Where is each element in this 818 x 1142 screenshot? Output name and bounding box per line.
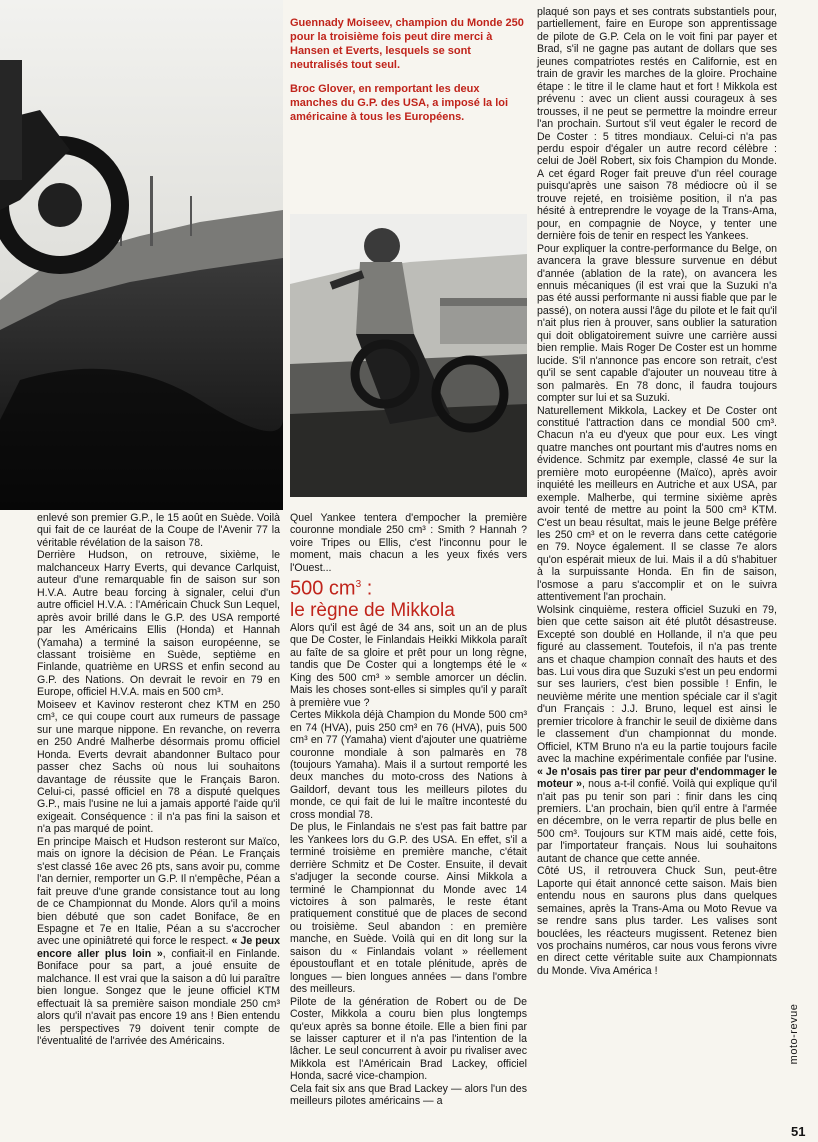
section-title-suffix: :	[361, 577, 373, 600]
bold-quote: « Je peux encore aller plus loin »	[37, 935, 280, 960]
article-column-middle-intro	[290, 512, 527, 574]
article-column-right	[537, 6, 777, 977]
paragraph: Côté US, il retrouvera Chuck Sun, peut-être Laporte qui était annoncé cette saison. Mais bien entendu nous en saurons plus dans quelques semaines, après la Trans-Ama ou Moto Revue va se rendre sans plus tarder. Les valises sont bouclées, les réacteurs mugissent. Retenez bien vos prochains numéros, car nous vous ferons vivre en direct cette véritable suite aux Championnats du Monde. Viva América !	[537, 865, 777, 977]
article-column-left	[37, 512, 280, 1047]
magazine-name	[780, 1000, 808, 1080]
paragraph: plaqué son pays et ses contrats substantiels pour, partiellement, faire en Europe son apprentissage de pilote de G.P. Cela on le voit fini par payer et Brad, s'il ne gagne pas autant de dollars que ses jeunes compatriotes restés en Californie, est en train de gravir les marches de la gloire. Prochaine étape : le titre il le clame haut et fort ! Mikkola est prévenu : avec un client aussi courageux à ses trousses, il ne peut se permettre la moindre erreur l'an prochain. Surtout s'il veut égaler le record de De Coster : 5 titres mondiaux. Celui-ci n'a pas perdu espoir d'égaler un autre record célèbre : celui de Joël Robert, six fois Champion du Monde. A cet égard Roger fait preuve d'un réel courage puisqu'après une saison 78 médiocre où il se trouve rejeté, en troisième position, il n'a pas hésité à entreprendre le voyage de la Trans-Ama, pour, en compagnie de Noyce, y tenter une dernière fois de tenir en respect les Yankees.	[537, 6, 777, 243]
page-number: 51	[791, 1124, 806, 1139]
paragraph-text: En principe Maisch et Hudson resteront sur Maïco, mais on ignore la décision de Péan. Le Français s'est classé 16e avec 26 pts, sans avoir pu, comme l'an dernier, remporter un G.P. Il n'empêche, Péan a fait preuve d'une grande consistance tout au long de ce Championnat du Monde. Alors qu'il a moins bien débuté que son cadet Boniface, 8e en Espagne et 7e en Italie, Péan a su s'accrocher avec une opiniâtreté qui force le respect.	[37, 835, 280, 948]
motocross-rider-wheelie-photo	[290, 214, 527, 497]
section-heading	[290, 574, 527, 622]
paragraph	[537, 604, 777, 866]
section-title	[290, 574, 527, 600]
paragraph: De plus, le Finlandais ne s'est pas fait battre par les Yankees lors du G.P. des USA. En effet, s'il a terminé troisième en première manche, c'était derrière Schmitz et De Coster. Ensuite, il devait s'adjuger la seconde course. Ainsi Mikkola a terminé le Championnat du Monde avec 14 victoires à son palmarès, le reste étant pratiquement constitué que de places de second ou troisième. Seul abandon : en première manche, en Suède. Voilà qui en dit long sur la saison du « Finlandais volant » réellement époustouflant et en totale plénitude, après de longues — bien longues années — dans l'ombre des meilleurs.	[290, 821, 527, 996]
paragraph: Derrière Hudson, on retrouve, sixième, le malchanceux Harry Everts, qui devance Carlquist, auteur d'une remarquable fin de saison sur son H.V.A. Autre beau forcing à signaler, celui d'un autre officiel H.V.A. : l'Américain Chuck Sun Lequel, après avoir brillé dans le G.P. des USA remporté par les Américains Ellis (Honda) et Hannah (Yamaha) a terminé la saison européenne, se classant troisième en Suède, septième en Finlande, quatrième en URSS et enfin second au G.P. des Nations. On devrait le revoir en 79 en Europe, officiel H.V.A. mais en 500 cm³.	[37, 549, 280, 699]
caption-moiseev: Guennady Moiseev, champion du Monde 250 pour la troisième fois peut dire merci à Hansen et Everts, lesquels se sont neutralisés tout seul.	[290, 17, 524, 71]
section-subtitle: le règne de Mikkola	[290, 599, 455, 621]
paragraph: Alors qu'il est âgé de 34 ans, soit un an de plus que De Coster, le Finlandais Heikki Mikkola paraît au faîte de sa gloire et prêt pour un long règne, tandis que De Coster qui a longtemps été le « King des 500 cm³ » semble amorcer un déclin. Mais les choses sont-elles si simples qu'il y paraît à première vue ?	[290, 622, 527, 709]
bold-quote: « Je n'osais pas tirer par peur d'endommager le moteur »	[537, 765, 777, 791]
photo-captions	[290, 16, 530, 134]
article-column-middle	[290, 622, 527, 1108]
paragraph-text: Wolsink cinquième, restera officiel Suzuki en 79, bien que cette saison ait été plutôt désastreuse. Excepté son doublé en Hollande, il n'a que peu figuré au classement. Toutefois, il n'a pas trente ans et chaque champion connaît des hauts et des bas. Lui vous dira que Suzuki s'est un peu endormi sur ses lauriers, c'est bien possible ! Enfin, le neuvième mérite une mention spéciale car il s'agit d'un Français : J.J. Bruno, lequel est ainsi le premier tricolore à franchir le seuil de dixième dans le classement d'un championnat du monde. Officiel, KTM Bruno n'a eu la partie toujours facile avec la machine expérimentale confiée par l'usine.	[537, 603, 777, 766]
section-title-text: 500 cm	[290, 577, 356, 600]
paragraph: Moiseev et Kavinov resteront chez KTM en 250 cm³, ce qui coupe court aux rumeurs de passage sur une marque nippone. En revanche, on reverra en 250 André Malherbe désormais promu officiel Honda. Everts devrait abandonner Bultaco pour passer chez Sachs où nous lui souhaitons davantage de réussite que le Français Baron. Celui-ci, passé officiel en 78 a disputé quelques G.P., mais l'usine ne lui a jamais apporté l'aide qu'il exigeait. Conséquence : il n'a pas fini la saison et n'a pas marqué de point.	[37, 698, 280, 836]
paragraph: Naturellement Mikkola, Lackey et De Coster ont constitué l'attraction dans ce mondial 500 cm³. Chacun n'a eu d'yeux que pour eux. Les vingt quatre manches ont pourtant mis d'autres noms en évidence. Schmitz par exemple, classé 4e sur la première moto européenne (Maïco), après avoir inquiété les meilleurs en Autriche et aux USA, par exemple. Malherbe, qui termine sixième après avoir tenté de mettre au point la 500 cm³ KTM. C'est un beau résultat, mais le jeune Belge préfère les 250 cm³ et on le reverra dans cette catégorie en 79. Noyce également. Il se classe 7e alors qu'on espérait mieux de lui. Mais il a dû s'habituer à la surpuissante Honda. En fin de saison, l'osmose a paru s'accomplir et on le suivra attentivement l'an prochain.	[537, 404, 777, 604]
caption-glover: Broc Glover, en remportant les deux manches du G.P. des USA, a imposé la loi américaine à tous les Européens.	[290, 83, 509, 123]
paragraph-text: , nous a-t-il confié. Voilà qui explique qu'il n'ait pas pu tenir son pari : finir dans les cinq premiers. L'an prochain, bien qu'il entre à l'armée en décembre, on le verra repartir de plus belle en 500 cm³. Toujours sur KTM mais aidé, cette fois, par l'importateur français. Nous lui souhaitons autant de chance que cette année.	[537, 778, 777, 865]
paragraph: Certes Mikkola déjà Champion du Monde 500 cm³ en 74 (HVA), puis 250 cm³ en 76 (HVA), puis 500 cm³ en 77 (Yamaha) vient d'ajouter une quatrième couronne mondiale à son palmarès en 78 (toujours Yamaha). Mais il a surtout remporté les deux manches du moto-cross des Nations à Gaildorf, devant tous les meilleurs pilotes du monde, ce qui fait de lui le maître incontesté du cross mondial 78.	[290, 709, 527, 821]
paragraph: enlevé son premier G.P., le 15 août en Suède. Voilà qui fait de ce lauréat de la Coupe de l'Avenir 77 la véritable révélation de la saison 78.	[37, 512, 280, 549]
paragraph	[37, 836, 280, 1048]
paragraph: Pour expliquer la contre-performance du Belge, on avancera la grave blessure survenue en début d'année (ablation de la rate), on avancera les ennuis mécaniques (il est vrai que la Suzuki n'a pas été aussi performante ni aussi fiable que par le passé), on notera aussi l'âge du pilote et le fait qu'il n'ait plus rien à prouver, sans oublier la saturation qui doit obligatoirement suivre une carrière aussi bien remplie. Mais Roger De Coster est un homme lucide. S'il n'annonce pas encore son retrait, c'est qu'il se sent capable d'ajouter un nouveau titre à son palmarès. En 78 donc, il faudra toujours compter sur lui et sa Suzuki.	[537, 242, 777, 405]
magazine-name-text: moto-revue	[788, 1003, 800, 1065]
paragraph: Cela fait six ans que Brad Lackey — alors l'un des meilleurs pilotes américains — a	[290, 1082, 527, 1108]
section-title-sup: 3	[355, 579, 362, 590]
paragraph-text: , confiait-il en Finlande. Boniface pour sa part, a joué ensuite de malchance. Il est vrai que la saison a dû lui paraître bien longue. Songez que le jeune officiel KTM effectuait là sa première saison mondiale 250 cm³ alors qu'il n'avait pas encore 19 ans ! Bien entendu les perspectives 79 doivent tenir compte de l'éventualité de l'arrivée des Américains.	[37, 947, 280, 1048]
paragraph: Quel Yankee tentera d'empocher la première couronne mondiale 250 cm³ : Smith ? Hannah ? voire Tripes ou Ellis, c'est l'inconnu pour le moment, mais chacun a les yeux fixés vers l'Ouest...	[290, 512, 527, 574]
paragraph: Pilote de la génération de Robert ou de De Coster, Mikkola a couru bien plus longtemps qu'eux après sa bonne étoile. Elle a bien fini par se laisser capturer et il n'a pas l'intention de la lâcher. Le seul concurrent à avoir pu rivaliser avec Mikkola est l'Américain Brad Lackey, officiel Honda, sacré vice-champion.	[290, 995, 527, 1083]
motocross-rider-jump-photo	[0, 0, 283, 510]
